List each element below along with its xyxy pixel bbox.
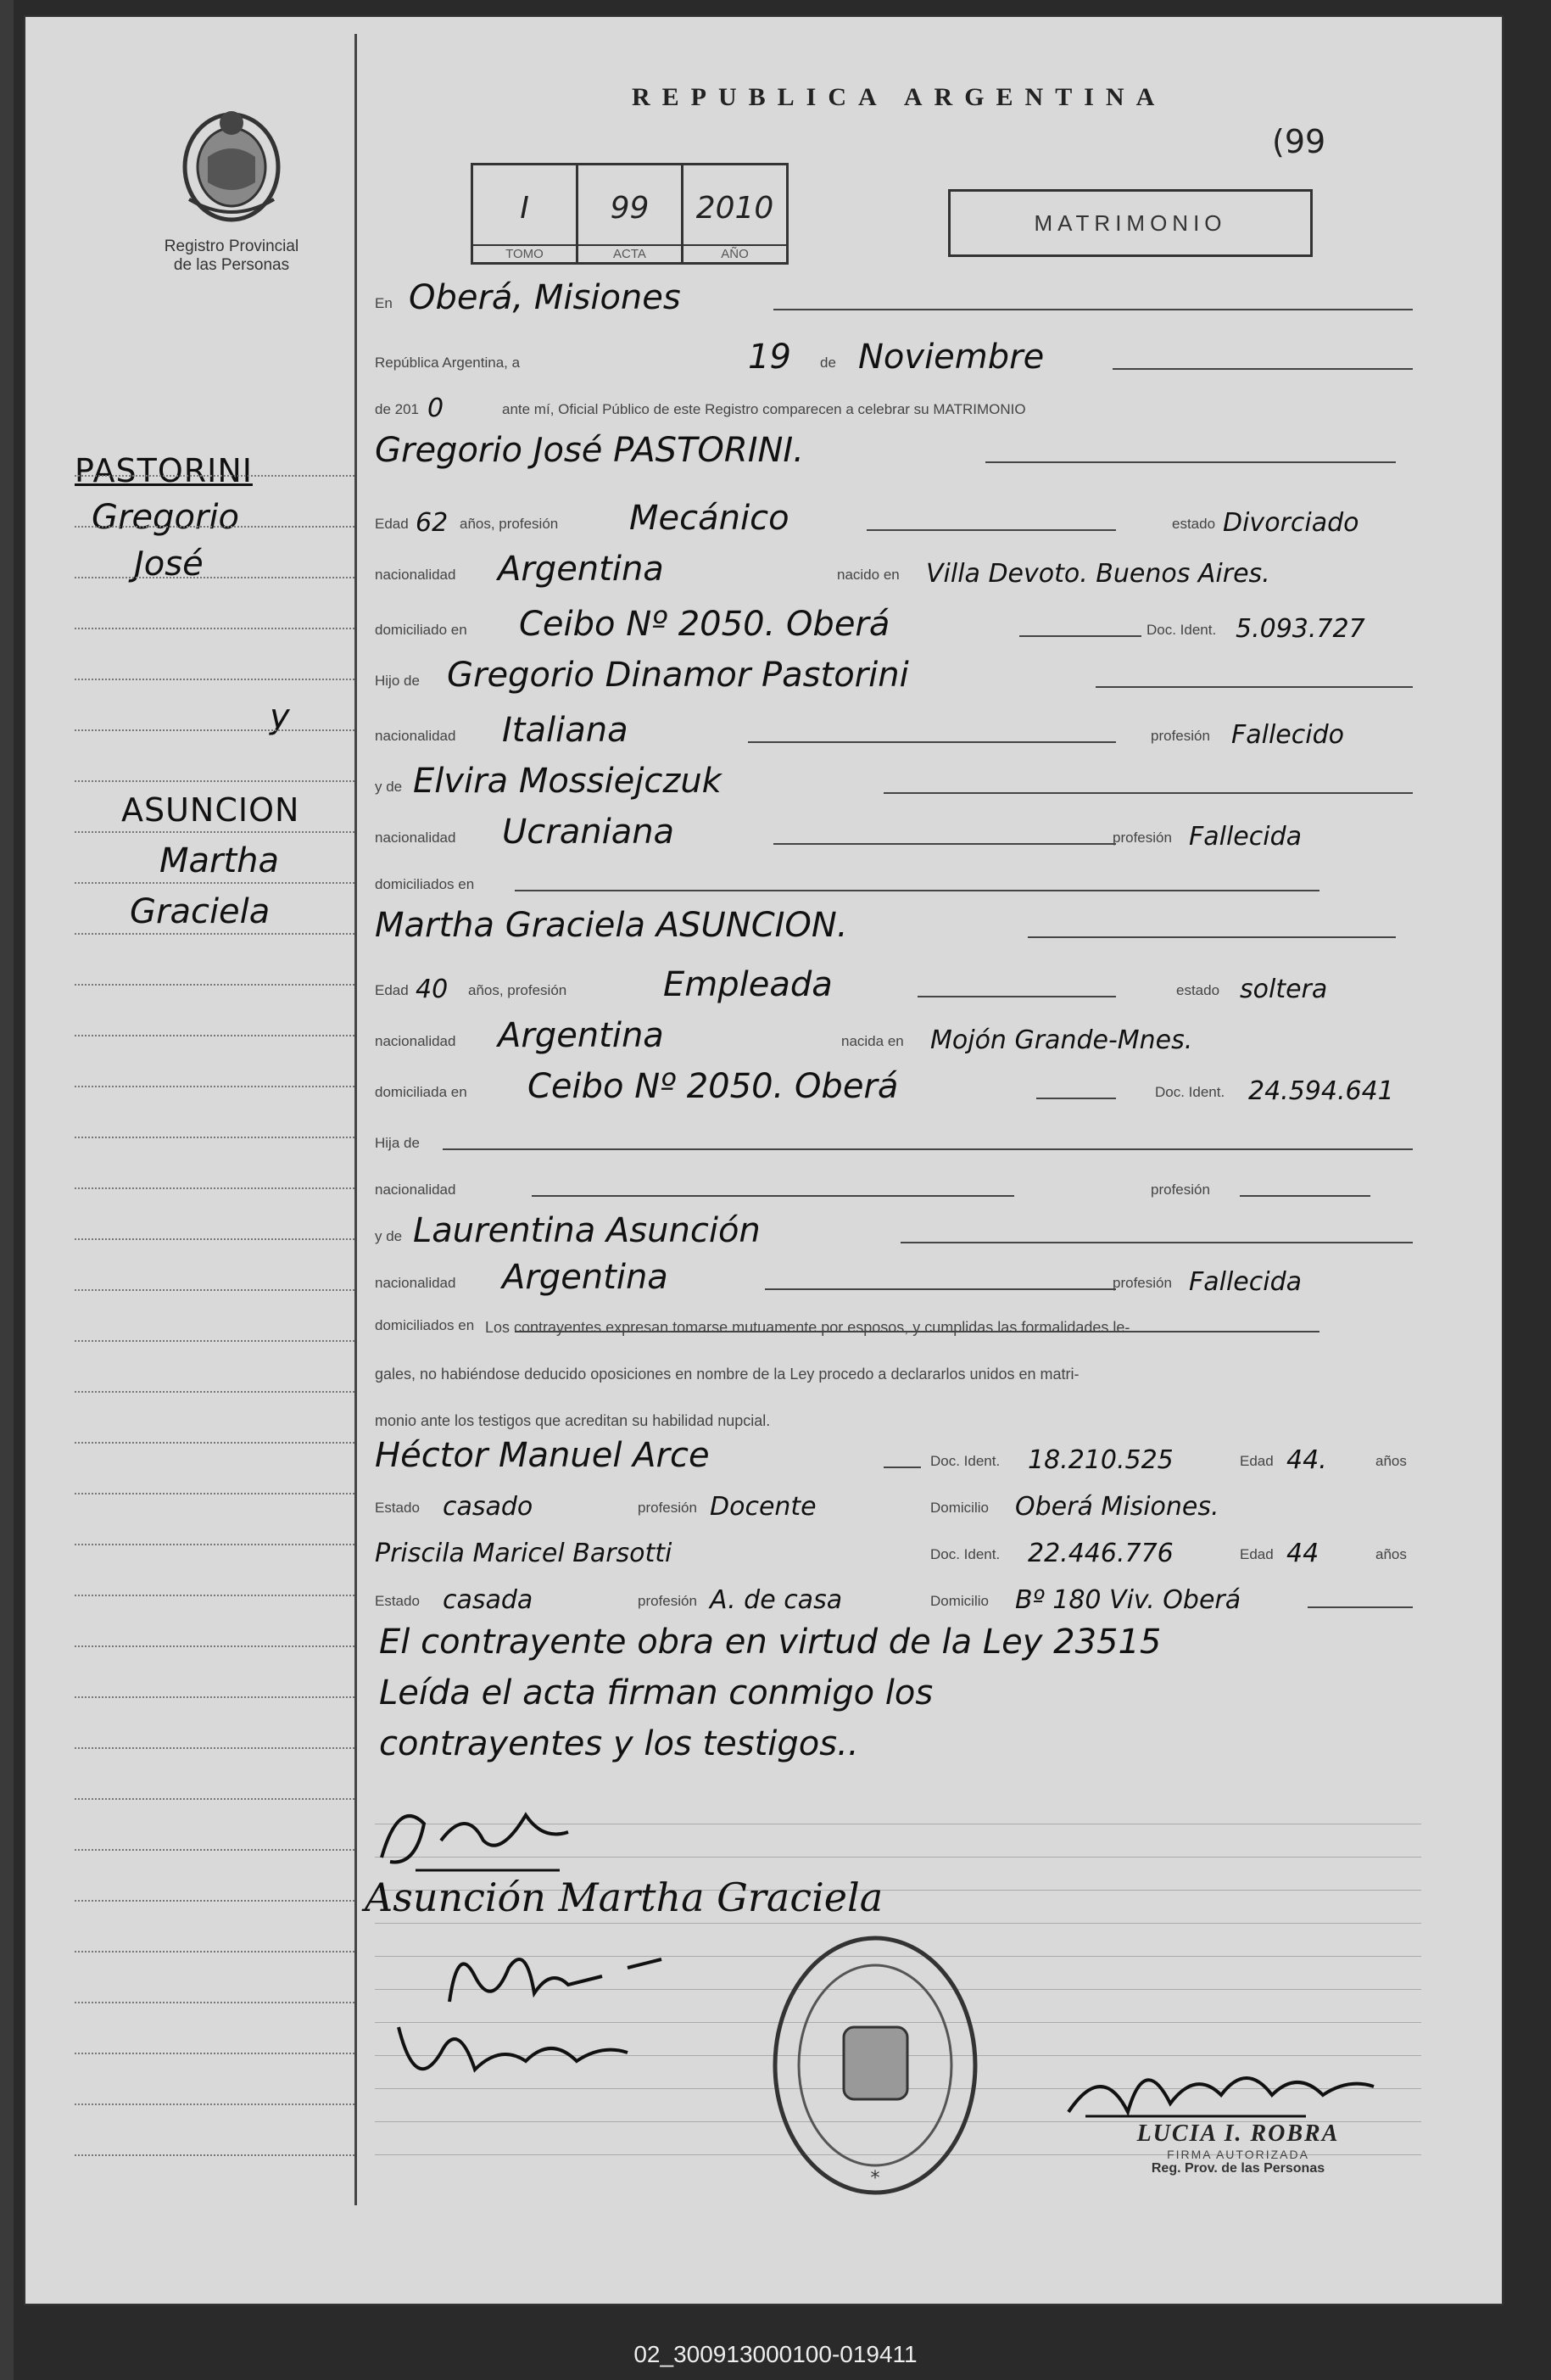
officer-title-1: FIRMA AUTORIZADA: [1167, 2148, 1309, 2161]
row-bride-dom: [375, 1060, 1421, 1108]
witness2-doc: 22.446.776: [1028, 1539, 1174, 1568]
note-line-2: Leída el acta firman conmigo los: [379, 1673, 934, 1712]
witness1-age: 44.: [1286, 1445, 1327, 1475]
bride-nationality: Argentina: [498, 1016, 664, 1055]
edad-label: Edad: [375, 516, 409, 532]
profesion-label: años, profesión: [460, 516, 559, 532]
row-witness1-details: [375, 1476, 1421, 1523]
mother-nac-label: nacionalidad: [375, 830, 456, 846]
witness1-estado: casado: [443, 1492, 533, 1522]
domiciliado-label: domiciliado en: [375, 622, 467, 638]
registry-line-2: de las Personas: [173, 256, 290, 274]
bride-mother: Laurentina Asunción: [413, 1211, 761, 1250]
row-bride-name: [375, 899, 1421, 947]
witness1-doc: 18.210.525: [1028, 1445, 1174, 1475]
witness1-prof-label: profesión: [638, 1500, 697, 1516]
witness1-name: Héctor Manuel Arce: [375, 1436, 710, 1475]
ano-label: AÑO: [683, 244, 786, 262]
declaration-line-1: Los contrayentes expresan tomarse mutuamente por esposos, y cumplidas las formalidades le-: [485, 1319, 1130, 1336]
yde-label: y de: [375, 779, 403, 795]
bride-father-nac-label: nacionalidad: [375, 1182, 456, 1198]
row-groom-age: [375, 492, 1421, 539]
signature-groom: [365, 1790, 585, 1883]
bride-full-name: Martha Graciela ASUNCION.: [375, 906, 848, 945]
signature-officer: [1052, 2036, 1391, 2129]
groom-domicile: Ceibo Nº 2050. Oberá: [519, 605, 890, 644]
witness2-domicile: Bº 180 Viv. Oberá: [1015, 1585, 1241, 1615]
tomo-value: I: [520, 191, 529, 226]
row-witness1-name: [375, 1429, 1421, 1477]
witness1-profession: Docente: [710, 1492, 817, 1522]
row-bride-nat: [375, 1009, 1421, 1057]
bride-mother-nac-label: nacionalidad: [375, 1275, 456, 1291]
bride-estado-label: estado: [1176, 982, 1220, 998]
witness2-name: Priscila Maricel Barsotti: [375, 1539, 672, 1568]
witness1-edad-label: Edad: [1240, 1453, 1274, 1469]
year-suffix: 0: [427, 394, 444, 423]
witness1-estado-label: Estado: [375, 1500, 420, 1516]
declaration-line-2: gales, no habiéndose deducido oposiciones en nombre de la Ley procedo a declararlos unidos en matri-: [375, 1366, 1080, 1383]
row-groom-nat: [375, 543, 1421, 590]
bride-mother-nat: Argentina: [502, 1258, 668, 1297]
comparecen-text: ante mí, Oficial Público de este Registro comparecen a celebrar su MATRIMONIO: [502, 401, 1026, 417]
bride-nac-label: nacionalidad: [375, 1033, 456, 1049]
bride-edad-label: Edad: [375, 982, 409, 998]
groom-doc: 5.093.727: [1236, 614, 1365, 644]
row-groom-dom: [375, 598, 1421, 645]
witness2-estado: casada: [443, 1585, 533, 1615]
bride-father-prof-label: profesión: [1151, 1182, 1210, 1198]
row-groom-father: [375, 649, 1421, 696]
margin-conjunction: y: [270, 697, 290, 736]
officer-title-2: Reg. Prov. de las Personas: [1151, 2161, 1325, 2176]
acta-box: [471, 163, 789, 265]
certificate-page: [24, 15, 1504, 2305]
witness2-anos-label: años: [1375, 1546, 1407, 1562]
father-nac-label: nacionalidad: [375, 728, 456, 744]
declaration-line-3: monio ante los testigos que acreditan su habilidad nupcial.: [375, 1412, 771, 1429]
row-bride-age: [375, 958, 1421, 1006]
ano-cell: [683, 165, 786, 262]
groom-mother-prof: Fallecida: [1189, 822, 1303, 852]
row-bride-father: [375, 1111, 1421, 1159]
acta-cell: [578, 165, 683, 262]
estado-label: estado: [1172, 516, 1216, 532]
signature-witness2: [382, 2002, 653, 2103]
groom-full-name: Gregorio José PASTORINI.: [375, 431, 804, 470]
page-edge: [0, 0, 14, 2380]
bride-domicile: Ceibo Nº 2050. Oberá: [527, 1067, 899, 1106]
nacido-label: nacido en: [837, 567, 900, 583]
witness2-age: 44: [1286, 1539, 1319, 1568]
acta-value: 99: [610, 191, 650, 226]
margin-bride-surname: ASUNCION: [121, 791, 300, 829]
domiciliados-label: domiciliados en: [375, 876, 475, 892]
row-date: [375, 331, 1421, 378]
day-value: 19: [748, 338, 791, 377]
row-note-3: [375, 1718, 1421, 1765]
row-groom-father-nat: [375, 704, 1421, 751]
row-note-1: [375, 1616, 1421, 1663]
hijo-label: Hijo de: [375, 673, 420, 689]
bride-yde-label: y de: [375, 1228, 403, 1244]
ano-value: 2010: [695, 191, 774, 226]
witness2-profession: A. de casa: [710, 1585, 843, 1615]
doc-type-box: MATRIMONIO: [948, 189, 1313, 257]
margin-bride-name2: Graciela: [130, 892, 271, 931]
groom-birthplace: Villa Devoto. Buenos Aires.: [926, 559, 1270, 589]
row-groom-mother-nat: [375, 806, 1421, 853]
note-line-3: contrayentes y los testigos..: [379, 1724, 859, 1763]
officer-name: LUCIA I. ROBRA: [1136, 2120, 1340, 2147]
witness2-dom-label: Domicilio: [930, 1593, 989, 1609]
witness1-dom-label: Domicilio: [930, 1500, 989, 1516]
officer-block: [1077, 2120, 1399, 2176]
country-title: REPUBLICA ARGENTINA: [632, 83, 1167, 111]
republica-label: República Argentina, a: [375, 355, 521, 371]
margin-bride-name1: Martha: [159, 841, 280, 880]
nacionalidad-label: nacionalidad: [375, 567, 456, 583]
note-line-1: El contrayente obra en virtud de la Ley 23515: [379, 1623, 1162, 1662]
bride-mother-prof: Fallecida: [1189, 1267, 1303, 1297]
bride-profession: Empleada: [663, 965, 833, 1004]
de-label: de: [820, 355, 836, 371]
witness2-estado-label: Estado: [375, 1593, 420, 1609]
mother-prof-label: profesión: [1113, 830, 1172, 846]
month-value: Noviembre: [858, 338, 1045, 377]
groom-father-nat: Italiana: [502, 711, 628, 750]
file-id: 02_300913000100-019411: [633, 2341, 918, 2367]
groom-estado: Divorciado: [1223, 508, 1359, 538]
registry-line-1: Registro Provincial: [164, 237, 299, 255]
nacida-label: nacida en: [841, 1033, 904, 1049]
row-groom-dom-parents: [375, 852, 1421, 900]
bride-estado: soltera: [1240, 975, 1328, 1004]
bride-doc-label: Doc. Ident.: [1155, 1084, 1225, 1100]
row-note-2: [375, 1667, 1421, 1714]
row-groom-mother: [375, 755, 1421, 802]
bride-birthplace: Mojón Grande-Mnes.: [930, 1025, 1193, 1055]
groom-mother-nat: Ucraniana: [502, 813, 675, 852]
signature-bride: Asunción Martha Graciela: [365, 1874, 884, 1920]
row-year: [375, 377, 1421, 425]
row-bride-mother: [375, 1204, 1421, 1252]
groom-father: Gregorio Dinamor Pastorini: [447, 656, 909, 695]
margin-groom-name2: José: [134, 545, 204, 584]
row-groom-name: [375, 424, 1421, 472]
row-witness2-name: [375, 1522, 1421, 1570]
witness1-domicile: Oberá Misiones.: [1015, 1492, 1219, 1522]
bride-mother-prof-label: profesión: [1113, 1275, 1172, 1291]
doc-label: Doc. Ident.: [1147, 622, 1217, 638]
registry-emblem-icon: [164, 98, 299, 233]
row-place: [375, 271, 1421, 319]
witness2-edad-label: Edad: [1240, 1546, 1274, 1562]
official-stamp-icon: [767, 1930, 984, 2201]
margin-groom-surname: PASTORINI: [75, 452, 253, 489]
bride-age: 40: [416, 975, 449, 1004]
margin-column: [41, 34, 357, 2205]
acta-label: ACTA: [578, 244, 681, 262]
margin-groom-name1: Gregorio: [92, 498, 239, 537]
year-prefix: de 201: [375, 401, 419, 417]
domiciliada-label: domiciliada en: [375, 1084, 467, 1100]
bride-doc: 24.594.641: [1248, 1076, 1394, 1106]
witness1-doc-label: Doc. Ident.: [930, 1453, 1001, 1469]
city-value: Oberá, Misiones: [409, 278, 681, 317]
groom-nationality: Argentina: [498, 550, 664, 589]
row-bride-father-nat: [375, 1158, 1421, 1205]
witness2-prof-label: profesión: [638, 1593, 697, 1609]
groom-father-prof: Fallecido: [1231, 720, 1344, 750]
father-prof-label: profesión: [1151, 728, 1210, 744]
registry-label: [109, 237, 354, 275]
groom-mother: Elvira Mossiejczuk: [413, 762, 722, 801]
row-bride-mother-nat: [375, 1251, 1421, 1299]
bride-domiciliados-label: domiciliados en: [375, 1317, 475, 1333]
witness1-anos-label: años: [1375, 1453, 1407, 1469]
svg-text:*: *: [870, 2168, 880, 2189]
hija-label: Hija de: [375, 1135, 420, 1151]
row-witness2-details: [375, 1569, 1421, 1617]
en-label: En: [375, 295, 393, 311]
tomo-label: TOMO: [473, 244, 576, 262]
tomo-cell: [473, 165, 578, 262]
corner-number: (99: [1272, 123, 1326, 160]
groom-profession: Mecánico: [629, 499, 789, 538]
groom-age: 62: [416, 508, 449, 538]
bride-profesion-label: años, profesión: [468, 982, 567, 998]
witness2-doc-label: Doc. Ident.: [930, 1546, 1001, 1562]
